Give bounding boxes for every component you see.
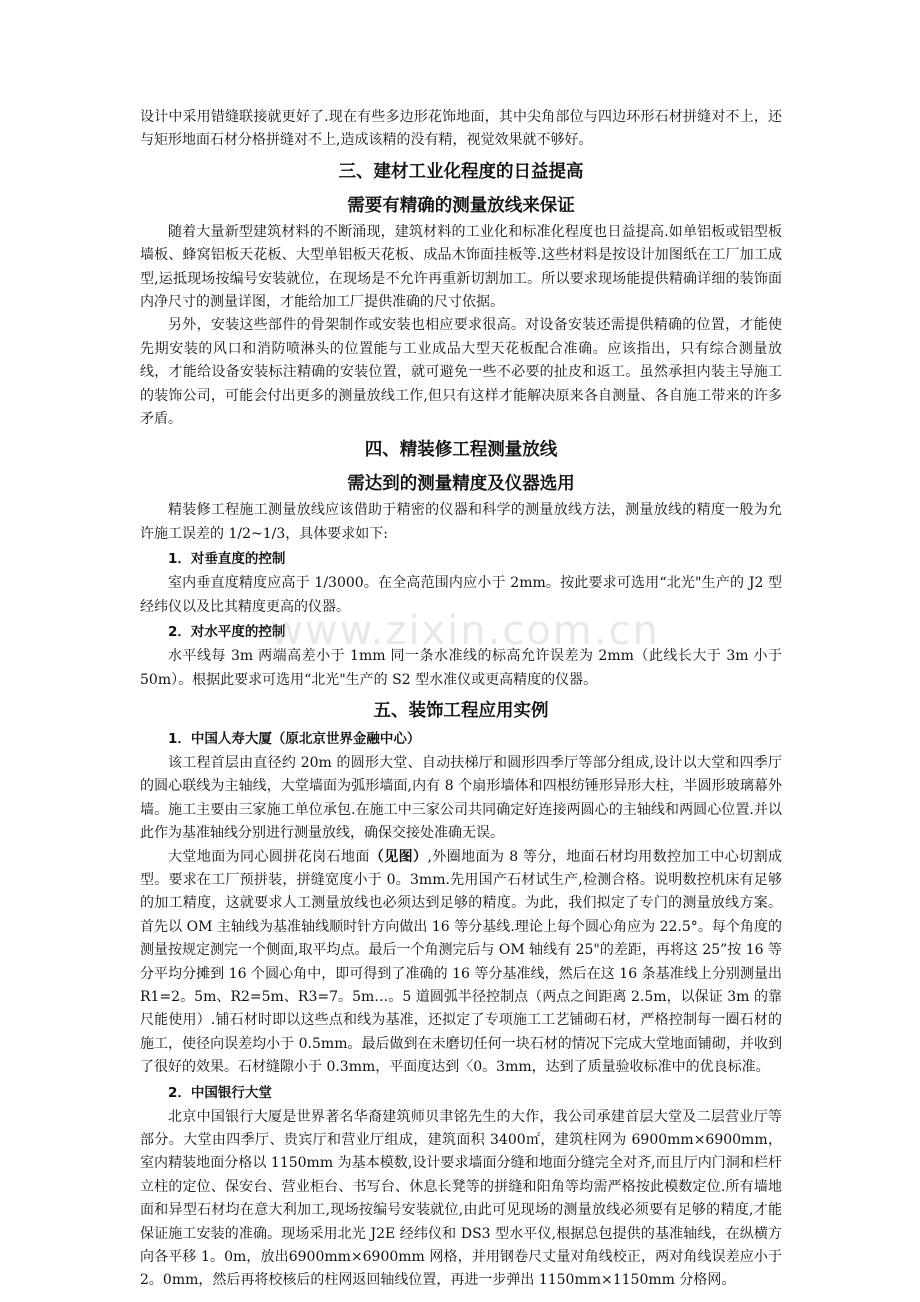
section-4-intro: 精装修工程施工测量放线应该借助于精密的仪器和科学的测量放线方法，测量放线的精度一般为允许施工误差的 1/2~1/3，具体要求如下: — [140, 502, 782, 542]
case-1-paragraph-2-start: 大堂地面为同心圆拼花岗石地面 — [168, 848, 370, 865]
case-1-paragraph-1: 该工程首层由直径约 20m 的圆形大堂、自动扶梯厅和圆形四季厅等部分组成,设计以大堂和四季厅的圆心联线为主轴线，大堂墙面为弧形墙面,内有 8 个扇形墙体和四根纺锤形异形大柱，半圆形玻璃幕外墙。施工主要由三家施工单位承包.在施工中三家公司共同确定好连接两圆心的主轴线和两圆心位置.并以此作为基准轴线分别进行测量放线，确保交接处准确无误。 — [140, 754, 782, 842]
section-4-item-1-text: 室内垂直度精度应高于 1/3000。在全高范围内应小于 2mm。按此要求可选用“北光"生产的 J2 型经纬仪以及比其精度更高的仪器。 — [140, 575, 782, 615]
case-2-paragraph-1: 北京中国银行大厦是世界著名华裔建筑师贝聿铭先生的大作，我公司承建首层大堂及二层营业厅等部分。大堂由四季厅、贵宾厅和营业厅组成，建筑面积 3400㎡，建筑柱网为 6900mm×6900mm，室内精装地面分格以 1150mm 为基本模数,设计要求墙面分缝和地面分缝完全对齐,而且厅内门洞和栏杆立柱的定位、保安台、营业柜台、书写台、休息长凳等的拼缝和阳角等均需严格按此模数定位.所有墙地面和异型石材均在意大利加工,现场按编号安装就位,由此可见现场的测量放线必须要有足够的精度,才能保证施工安装的准确。现场采用北光 J2E 经纬仪和 DS3 型水平仪,根据总包提供的基准轴线，在纵横方向各平移 1。0m，放出6900mm×6900mm 网格，并用钢卷尺丈量对角线校正，两对角线误差应小于 2。0mm，然后再将校核后的柱网返回轴线位置，再进一步弹出 1150mm×1150mm 分格网。 — [140, 1108, 782, 1289]
section-3-paragraph-2: 另外，安装这些部件的骨架制作或安装也相应要求很高。对设备安装还需提供精确的位置，才能使先期安装的风口和消防喷淋头的位置能与工业成品大型天花板配合准确。应该指出，只有综合测量放线，才能给设备安装标注精确的安装位置，就可避免一些不必要的扯皮和返工。虽然承担内装主导施工的装饰公司，可能会付出更多的测量放线工作,但只有这样才能解决原来各自测量、各自施工带来的许多矛盾。 — [140, 317, 782, 428]
section-3-title-line-1: 三、建材工业化程度的日益提高 — [338, 161, 584, 182]
watermark: www.zixin.com.cn — [270, 608, 660, 654]
intro-paragraph: 设计中采用错缝联接就更好了.现在有些多边形花饰地面，其中尖角部位与四边环形石材拼缝对不上，还与矩形地面石材分格拼缝对不上,造成该精的没有精，视觉效果就不够好。 — [140, 109, 782, 149]
section-4-title-line-2: 需达到的测量精度及仪器选用 — [347, 474, 575, 495]
section-4-item-2-text: 水平线每 3m 两端高差小于 1mm 同一条水准线的标高允许误差为 2mm（此线长大于 3m 小于 50m）。根据此要求可选用“北光"生产的 S2 型水准仪或更高精度的仪器。 — [140, 648, 782, 688]
case-1-paragraph-2 — [140, 846, 782, 1080]
document-body — [140, 106, 782, 1293]
case-2-title: 2．中国银行大堂 — [168, 1084, 272, 1101]
section-3-title-line-2: 需要有精确的测量放线来保证 — [347, 195, 575, 216]
section-4-item-2-title: 2．对水平度的控制 — [168, 624, 286, 641]
section-4-item-1-title: 1．对垂直度的控制 — [168, 551, 286, 568]
see-figure-note: （见图） — [369, 848, 428, 865]
case-1-paragraph-2-rest: ,外圈地面为 8 等分，地面石材均用数控加工中心切割成型。要求在工厂预拼装，拼缝宽度小于 0。3mm.先用国产石材试生产,检测合格。说明数控机床有足够的加工精度，这就要求人工测量放线也必须达到足够的精度。为此，我们拟定了专门的测量放线方案。首先以 OM 主轴线为基准轴线顺时针方向做出 16 等分基线.理论上每个圆心角应为 22.5°。每个角度的测量按规定测完一个侧面,取平均点。最后一个角测完后与 OM 轴线有 25"的差距，再将这 25”按 16 等分平均分摊到 16 个圆心角中，即可得到了准确的 16 等分基准线，然后在这 16 条基准线上分别测量出 R1=2。5m、R2=5m、R3=7。5m…。5 道圆弧半径控制点（两点之间距离 2.5m，以保证 3m 的靠尺能使用）.铺石材时即以这些点和线为基准，还拟定了专项施工工艺铺砌石材，严格控制每一圈石材的施工，使径向误差均小于 0.5mm。最后做到在未磨切任何一块石材的情况下完成大堂地面铺砌，并收到了很好的效果。石材缝隙小于 0.3mm，平面度达到〈0。3mm，达到了质量验收标准中的优良标准。 — [140, 848, 783, 1076]
section-4-title-line-1: 四、精装修工程测量放线 — [364, 440, 558, 461]
case-1-title: 1．中国人寿大厦（原北京世界金融中心） — [168, 730, 421, 747]
section-3-paragraph-1: 随着大量新型建筑材料的不断涌现，建筑材料的工业化和标准化程度也日益提高.如单铝板或铝型板墙板、蜂窝铝板天花板、大型单铝板天花板、成品木饰面挂板等.这些材料是按设计加图纸在工厂加工成型,运抵现场按编号安装就位，在现场是不允许再重新切割加工。所以要求现场能提供精确详细的装饰面内净尺寸的测量详图，才能给加工厂提供准确的尺寸依据。 — [140, 223, 782, 311]
section-5-title: 五、装饰工程应用实例 — [373, 700, 549, 721]
